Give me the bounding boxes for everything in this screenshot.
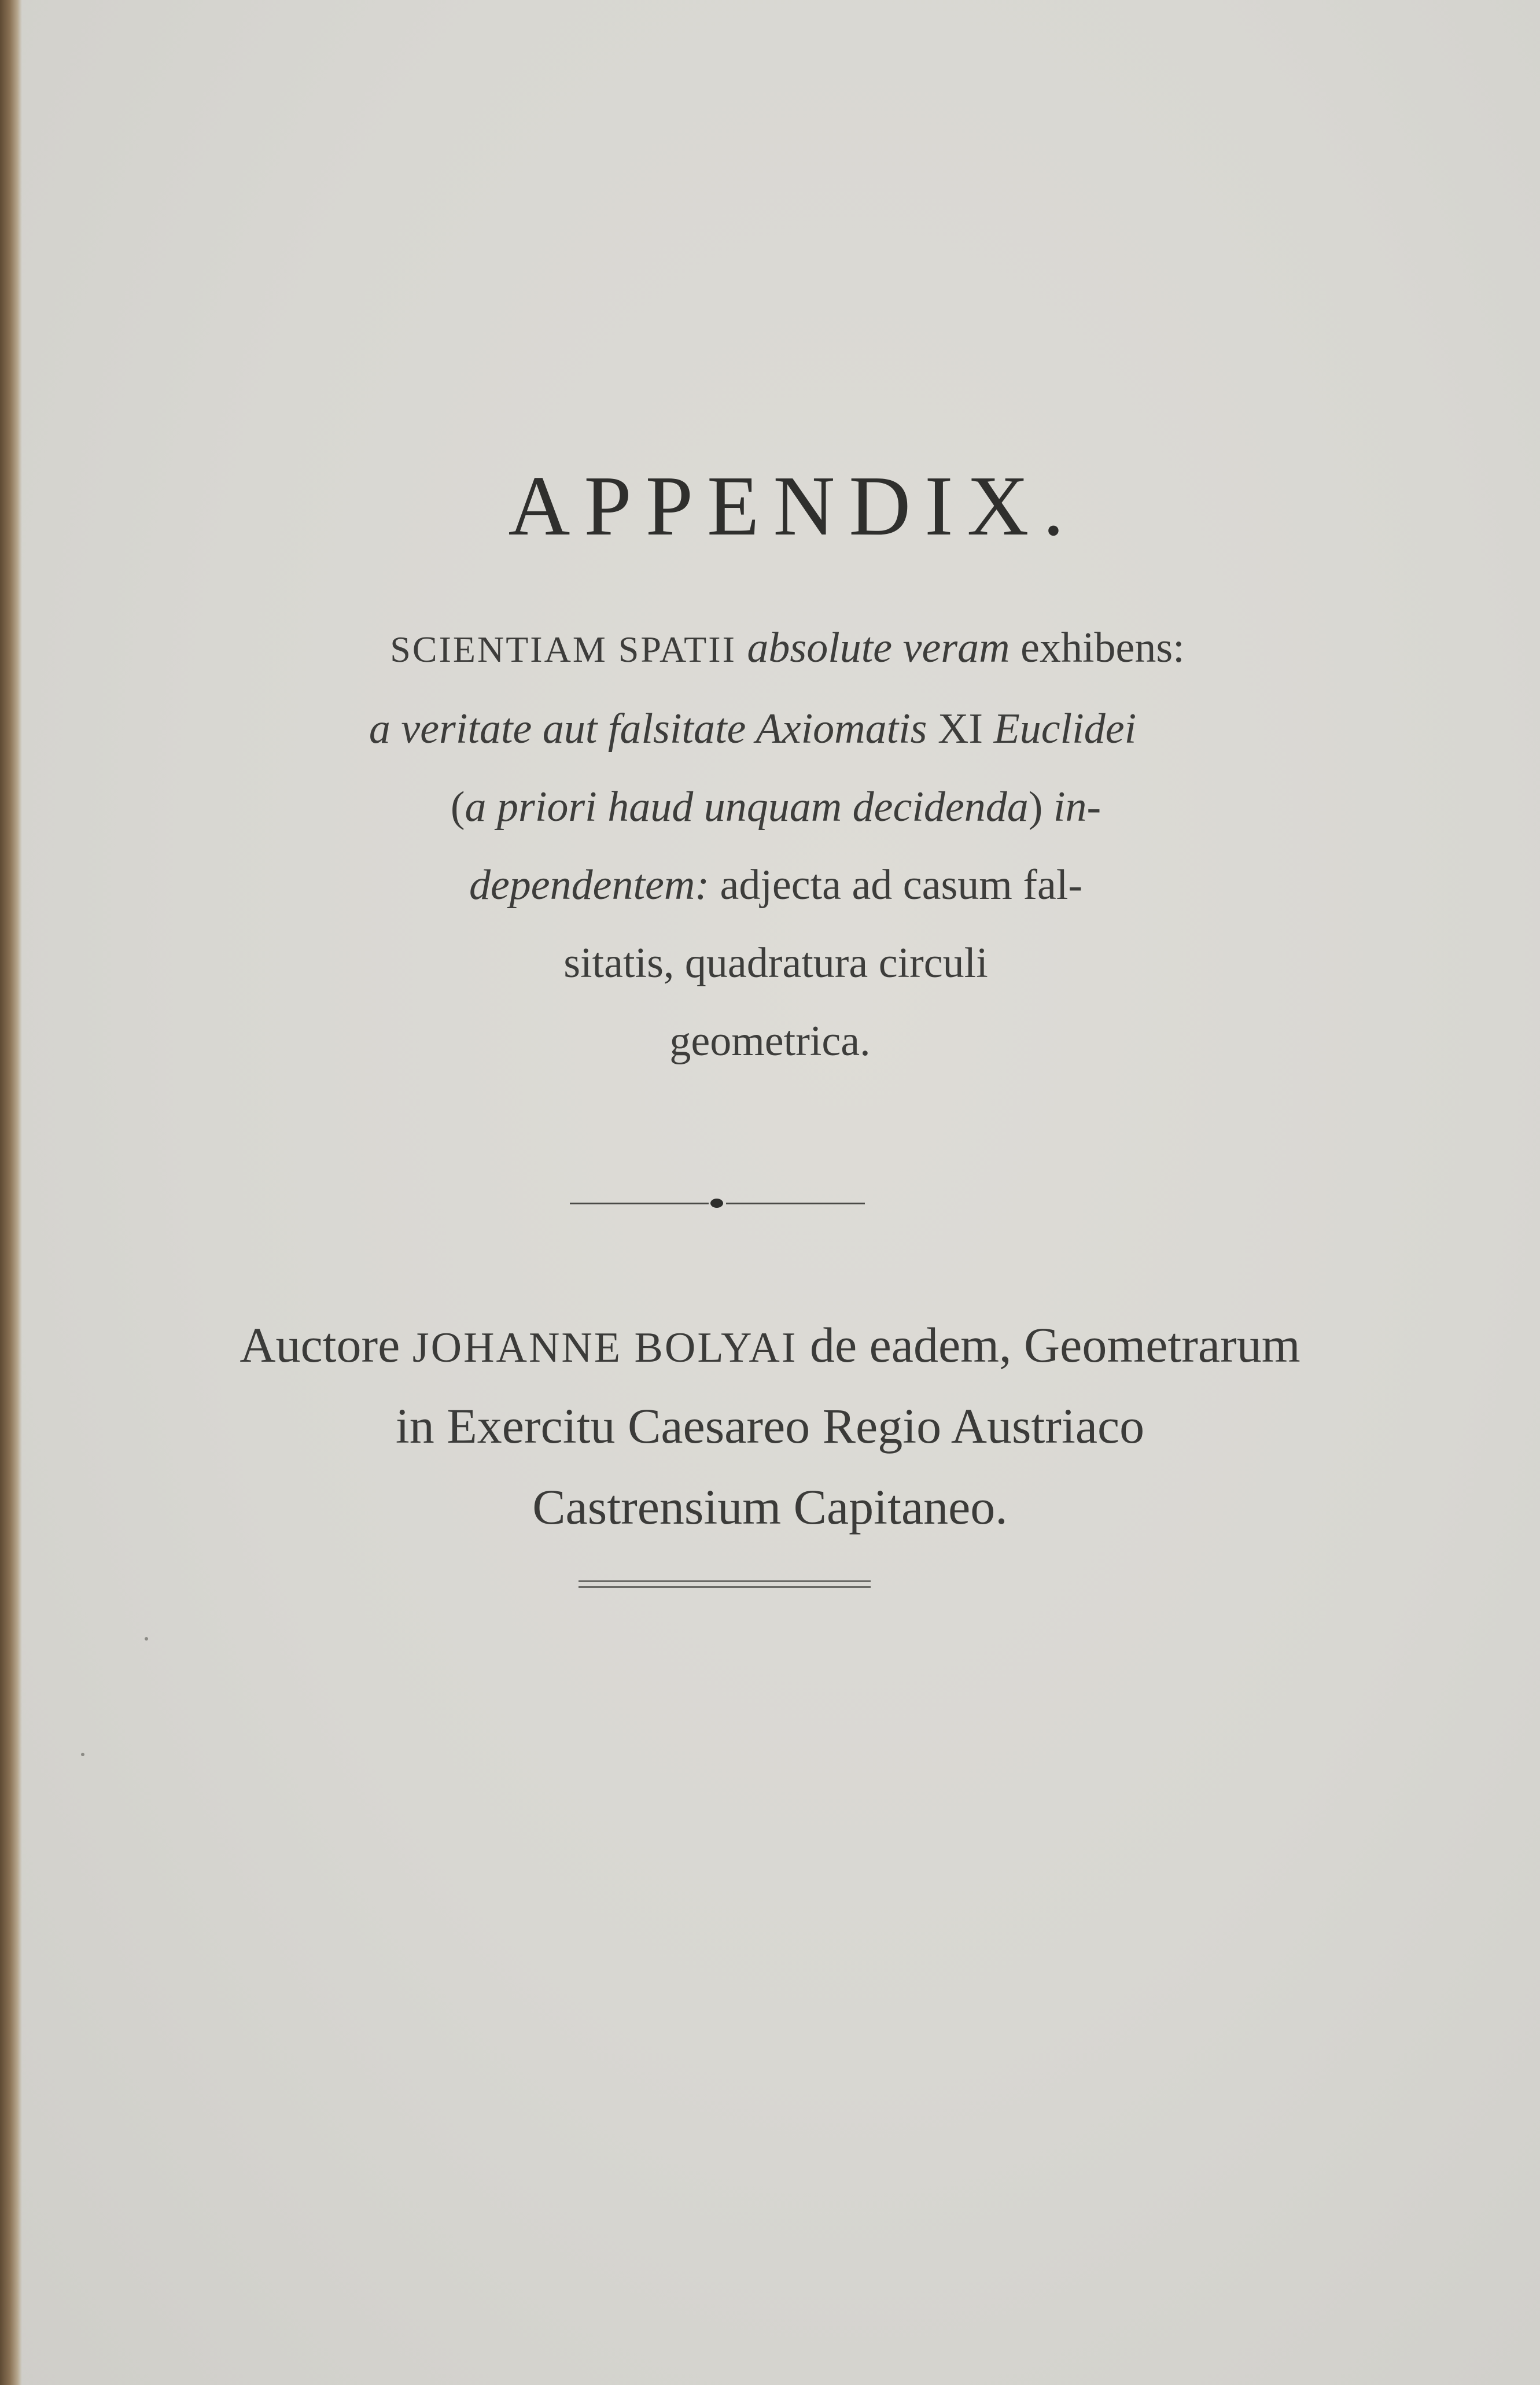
rule-upper: [579, 1580, 871, 1582]
paper-speck: [81, 1753, 84, 1756]
paren-close: ): [1028, 783, 1043, 831]
paper-speck: [145, 1637, 148, 1641]
subtitle-italic: dependentem:: [469, 861, 709, 909]
subtitle-line-5: sitatis, quadratura circuli: [563, 939, 988, 987]
subtitle-italic: a veritate aut falsitate Axiomatis: [369, 705, 927, 753]
author-line-1: [0, 1302, 1540, 1391]
ornament-line-right: [726, 1203, 865, 1204]
subtitle-italic: a priori haud unquam decidenda: [465, 783, 1029, 831]
subtitle-line-6: geometrica.: [669, 1018, 871, 1065]
author-text: Auctore: [240, 1317, 400, 1373]
ornament-dot: [710, 1199, 723, 1208]
subtitle-smallcaps: SCIENTIAM SPATII: [390, 629, 736, 670]
book-spine-edge: [0, 0, 22, 2385]
subtitle-line-4: [6, 845, 1540, 926]
subtitle-text: exhibens:: [1020, 624, 1185, 672]
author-name: JOHANNE BOLYAI: [412, 1324, 798, 1372]
author-line-2: in Exercitu Caesareo Regio Austriaco: [395, 1398, 1145, 1454]
paren-open: (: [450, 783, 465, 831]
subtitle-italic: Euclidei: [993, 705, 1137, 753]
ornament-line-left: [570, 1203, 709, 1204]
subtitle-text: adjecta ad casum fal-: [720, 861, 1083, 909]
author-text: de eadem, Geometrarum: [809, 1317, 1300, 1373]
ornament-divider: [570, 1197, 865, 1209]
page-title: APPENDIX.: [508, 459, 1078, 554]
subtitle-italic: in-: [1053, 783, 1101, 831]
subtitle-italic: absolute veram: [747, 624, 1010, 672]
subtitle-roman-numeral: XI: [937, 705, 983, 753]
author-line-3: Castrensium Capitaneo.: [532, 1479, 1008, 1535]
subtitle-line-1: [17, 607, 1540, 690]
rule-lower: [579, 1586, 871, 1588]
double-rule-divider: [579, 1579, 871, 1590]
subtitle-line-2: [0, 688, 1523, 769]
subtitle-line-3: [6, 766, 1540, 847]
